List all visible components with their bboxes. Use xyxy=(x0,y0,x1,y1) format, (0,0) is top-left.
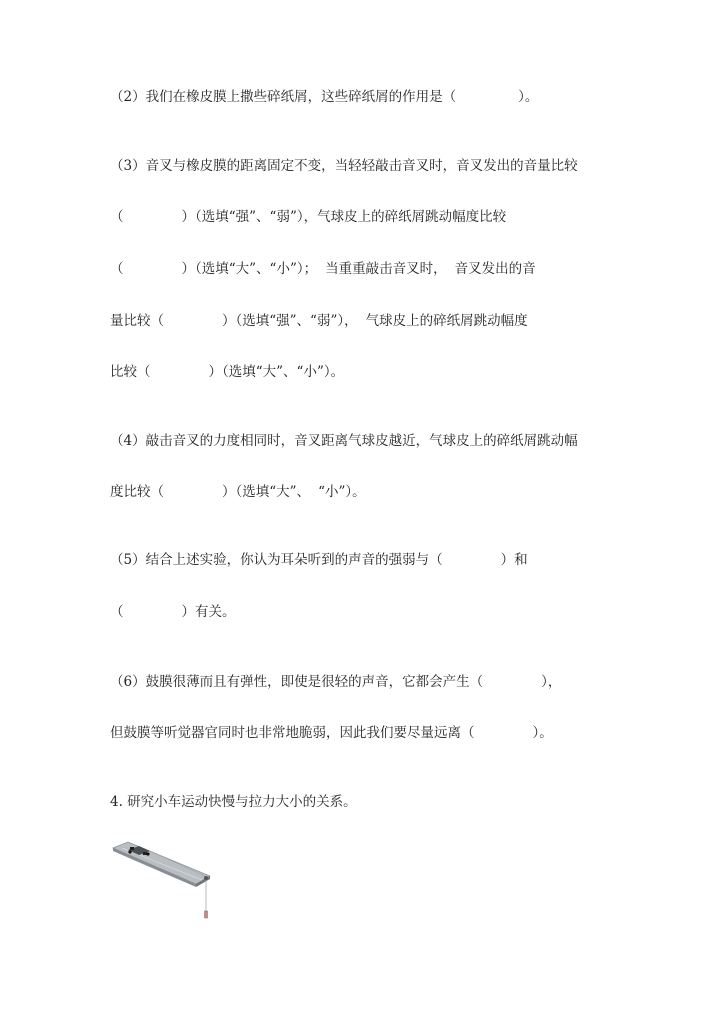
q6-line-2: 但鼓膜等听觉器官同时也非常地脆弱，因此我们要尽量远离（ ）。 xyxy=(110,725,553,741)
q4-line-1: （4）敲击音叉的力度相同时，音叉距离气球皮越近，气球皮上的碎纸屑跳动幅 xyxy=(110,433,578,449)
cart-on-track-with-weight-icon xyxy=(110,838,220,928)
q3-line-2: （ ）（选填“强”、“弱”），气球皮上的碎纸屑跳动幅度比较 xyxy=(110,209,507,225)
section-4-title: 4. 研究小车运动快慢与拉力大小的关系。 xyxy=(110,794,357,810)
q3-line-3: （ ）（选填“大”、“小”）； 当重重敲击音叉时， 音叉发出的音 xyxy=(110,261,536,277)
q3-line-1: （3）音叉与橡皮膜的距离固定不变，当轻轻敲击音叉时，音叉发出的音量比较 xyxy=(110,158,578,174)
q4-line-2: 度比较（ ）（选填“大”、 “小”）。 xyxy=(110,484,366,500)
q3-line-5: 比较（ ）（选填“大”、“小”）。 xyxy=(110,364,345,380)
q3-line-4: 量比较（ ）（选填“强”、“弱”）， 气球皮上的碎纸屑跳动幅度 xyxy=(110,313,528,329)
q2-line-1: （2）我们在橡皮膜上撒些碎纸屑，这些碎纸屑的作用是（ ）。 xyxy=(110,89,539,105)
q5-line-1: （5）结合上述实验，你认为耳朵听到的声音的强弱与（ ）和 xyxy=(110,552,528,568)
q6-line-1: （6）鼓膜很薄而且有弹性，即使是很轻的声音，它都会产生（ ）， xyxy=(110,674,562,690)
q5-line-2: （ ）有关。 xyxy=(110,604,236,620)
